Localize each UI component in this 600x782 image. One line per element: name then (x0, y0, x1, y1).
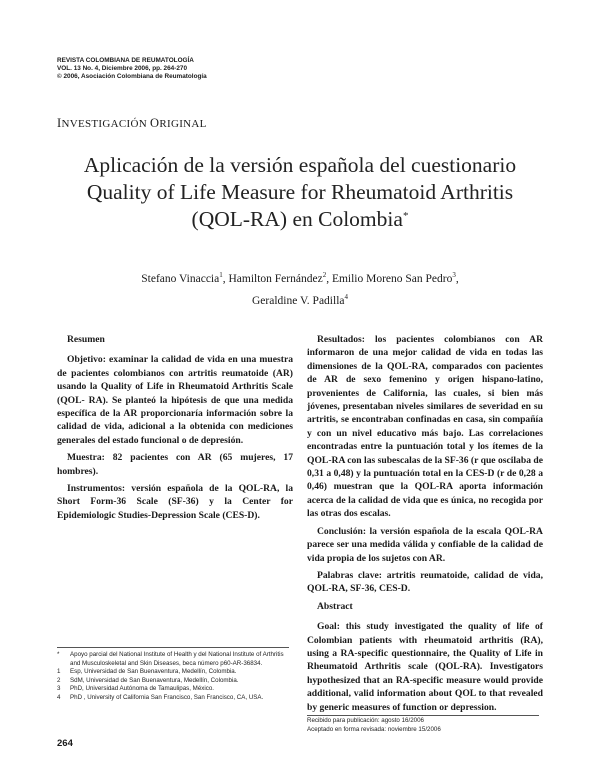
footnote-mark: 2 (57, 676, 61, 684)
footnote-mark: * (57, 651, 60, 658)
author-name: Geraldine V. Padilla (251, 294, 345, 307)
title-line-1: Aplicación de la versión española del cuestionario (83, 153, 517, 177)
author-affiliation-mark: 3 (452, 271, 456, 279)
abstract-goal: Goal: this study investigated the quality of life of Colombian patients with rheumatoid arthritis (RA), using a RA-specific questionnaire, the Quality of Life in Rheumatoid Arthritis scale (QOL-RA). Investigators hypothesized that an RA-specific measure would provide additional, valid information about QOL to that revealed by generic measures of function or depression. (307, 621, 543, 713)
author-affiliation-mark: 4 (344, 292, 349, 301)
resumen-conclusion: Conclusión: la versión española de la escala QOL-RA parece ser una medida válida y confiable de la calidad de vida propia de los sujetos con AR. (307, 525, 543, 564)
author-name: Emilio Moreno San Pedro (331, 272, 453, 285)
accepted-date: Aceptado en forma revisada: noviembre 15/2006 (307, 725, 441, 733)
footnote (57, 668, 293, 677)
article-title (30, 152, 570, 233)
resumen-heading: Resumen (67, 334, 105, 345)
received-dates (307, 717, 543, 734)
title-line-2: Quality of Life Measure for Rheumatoid Arthritis (86, 180, 514, 204)
resumen-muestra: Muestra: 82 pacientes con AR (65 mujeres, 17 hombres). (57, 452, 293, 477)
resumen-objetivo: Objetivo: examinar la calidad de vida en una muestra de pacientes colombianos con artritis reumatoide (AR) usando la Quality of Life in Rheumatoid Arthritis Scale (QOL- RA). Se planteó la hipótesis de que una medida específica de la AR proporcionaría información sobre la calidad de vida, adicional a la obtenida con mediciones generales del estado funcional o de depresión. (57, 354, 293, 446)
title-footnote-mark: * (402, 210, 409, 222)
page-number: 264 (57, 738, 73, 749)
abstract-column (307, 333, 543, 718)
journal-name: REVISTA COLOMBIANA DE REUMATOLOGÍA (57, 57, 194, 64)
authors-line-2 (60, 288, 540, 310)
footnote-divider (57, 647, 289, 648)
journal-volume: VOL. 13 No. 4, Diciembre 2006, pp. 264-270 (57, 65, 188, 72)
received-date: Recibido para publicación: agosto 16/2006 (307, 717, 424, 724)
title-line-3 (30, 206, 570, 233)
section-rest-1: NVESTIGACIÓN (61, 118, 151, 130)
footnote-text: PhD, Universidad Autónoma de Tamaulipas, México. (70, 685, 214, 693)
footnotes (57, 651, 293, 703)
footnote (57, 685, 293, 694)
footnote (57, 677, 293, 686)
footnote (57, 694, 293, 703)
author-affiliation-mark: 1 (219, 271, 223, 279)
resumen-instrumentos: Instrumentos: versión española de la QOL-RA, la Short Form-36 Scale (SF-36) y la Center for Epidemiologic Studies-Depression Scale (CES-D). (57, 483, 293, 521)
footnote-text: PhD , University of California San Francisco, San Francisco, CA, USA. (70, 693, 264, 701)
footnote-mark: 4 (57, 693, 61, 701)
footnote-text: Esp, Universidad de San Buenaventura, Medellín, Colombia. (70, 668, 237, 676)
footnote-text: Apoyo parcial del National Institute of Health y del National Institute of Arthritis and Musculoskeletal and Skin Diseases, beca número p60-AR-36834. (70, 651, 284, 667)
author-name: Stefano Vinaccia (141, 272, 220, 285)
section-rest-2: RIGINAL (159, 118, 207, 130)
title-line-3-text: (QOL-RA) en Colombia (191, 207, 403, 231)
resumen-column (57, 333, 293, 526)
author-affiliation-mark: 2 (322, 271, 327, 279)
section-cap-2: O (150, 116, 160, 130)
journal-copyright: © 2006, Asociación Colombiana de Reumatología (57, 73, 207, 80)
abstract-heading: Abstract (317, 600, 353, 612)
section-cap-1: I (57, 116, 62, 130)
author-list (60, 266, 540, 310)
footnote-mark: 1 (57, 668, 61, 676)
resumen-resultados: Resultados: los pacientes colombianos con AR informaron de una mejor calidad de vida en todas las dimensiones de la QOL-RA, comparados con pacientes de AR de sexo femenino y origen hispano-latino, provenientes de California, las cuales, si bien más jóvenes, presentaban niveles similares de severidad en su artritis, se encontraban confinadas en casa, sin compañía y con un nivel educativo más bajo. Las correlaciones encontradas entre la puntuación total y los ítemes de la QOL-RA con las subescalas de la SF-36 (r que oscilaba de 0,31 a 0,48) y la puntuación total en la CES-D (r de 0,28 a 0,46) muestran que la QOL-RA aporta información acerca de la calidad de vida que es única, no recogida por las otras dos escalas. (307, 334, 543, 520)
resumen-palabras-clave: Palabras clave: artritis reumatoide, calidad de vida, QOL-RA, SF-36, CES-D. (307, 569, 543, 595)
received-divider (307, 715, 539, 716)
footnote-mark: 3 (57, 685, 61, 693)
author-name: Hamilton Fernández (228, 272, 323, 285)
authors-line-1: Stefano Vinaccia$^1$, Hamilton Fernández$^2$, Emilio Moreno San Pedro$^3$, (141, 271, 459, 285)
section-label (57, 116, 207, 131)
footnote (57, 651, 293, 668)
footnote-text: SdM, Universidad de San Buenaventura, Medellín, Colombia. (70, 676, 239, 684)
journal-header (57, 57, 207, 81)
